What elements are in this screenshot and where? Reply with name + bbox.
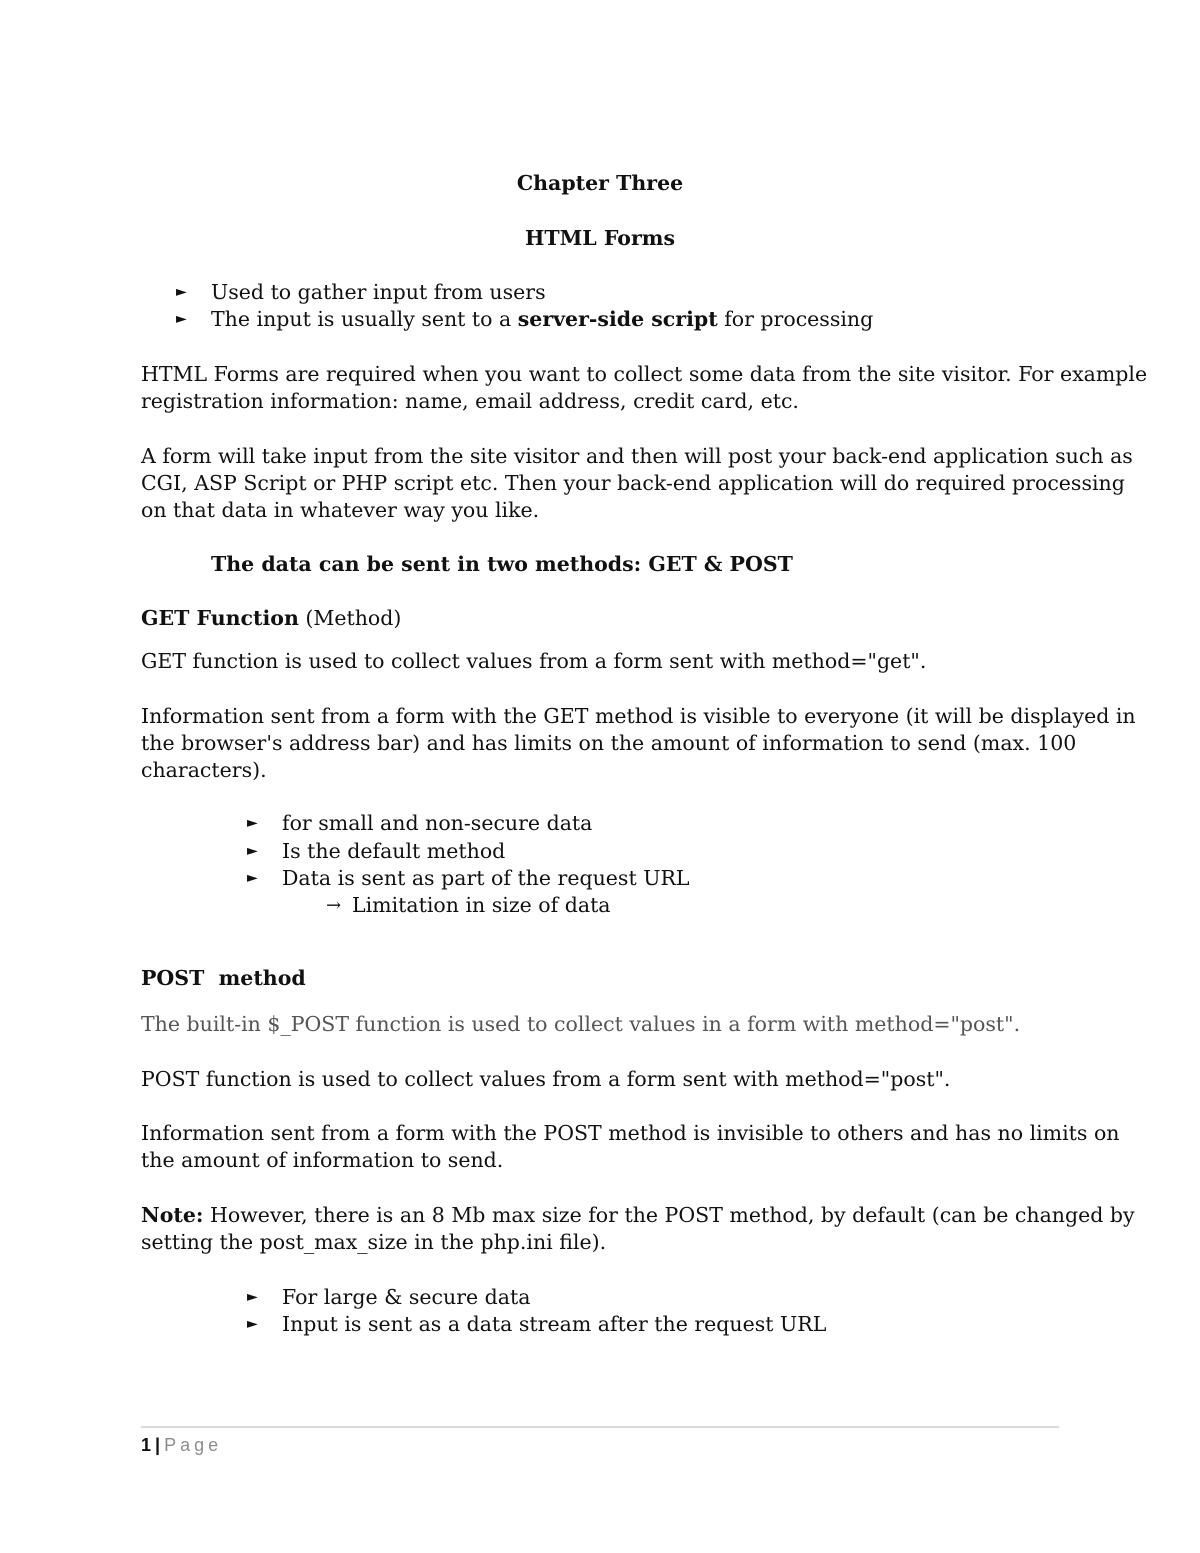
methods-heading: The data can be sent in two methods: GET & POST	[211, 552, 793, 576]
post-paragraph: POST function is used to collect values from a form sent with method="post".	[141, 1067, 951, 1091]
page-footer	[141, 1432, 222, 1458]
right-arrow-icon: →	[326, 895, 342, 916]
get-section-heading: GET Function (Method)	[141, 606, 402, 630]
post-bullet: Input is sent as a data stream after the request URL	[282, 1312, 827, 1336]
get-info-line: Information sent from a form with the GET method is visible to everyone (it will be displayed in	[141, 704, 1136, 728]
page-number: 1	[141, 1435, 152, 1455]
post-note-line: Note: However, there is an 8 Mb max size for the POST method, by default (can be changed by	[141, 1203, 1135, 1227]
get-info-line: characters).	[141, 758, 267, 782]
backend-paragraph-line: CGI, ASP Script or PHP script etc. Then your back-end application will do required processing	[141, 471, 1125, 495]
note-label: Note:	[141, 1203, 204, 1227]
backend-paragraph-line: A form will take input from the site visitor and then will post your back-end application such as	[141, 444, 1133, 468]
chapter-heading: Chapter Three	[516, 171, 684, 195]
footer-separator: |	[155, 1435, 161, 1455]
backend-paragraph-line: on that data in whatever way you like.	[141, 498, 540, 522]
get-bullet: for small and non-secure data	[282, 811, 593, 835]
intro-bullet-1: Used to gather input from users	[211, 280, 546, 304]
post-info-line: the amount of information to send.	[141, 1148, 504, 1172]
footer-divider	[141, 1426, 1059, 1428]
get-bullet: Is the default method	[282, 839, 506, 863]
triangle-bullet-icon: ►	[247, 1289, 258, 1305]
triangle-bullet-icon: ►	[247, 843, 258, 859]
page-title: HTML Forms	[524, 226, 675, 250]
intro-paragraph-line: registration information: name, email address, credit card, etc.	[141, 389, 799, 413]
post-info-line: Information sent from a form with the POST method is invisible to others and has no limits on	[141, 1121, 1120, 1145]
triangle-bullet-icon: ►	[176, 311, 187, 327]
triangle-bullet-icon: ►	[176, 284, 187, 300]
post-builtin-line: The built-in $_POST function is used to collect values in a form with method="post".	[141, 1012, 1021, 1036]
triangle-bullet-icon: ►	[247, 815, 258, 831]
get-paragraph: GET function is used to collect values from a form sent with method="get".	[141, 649, 927, 673]
get-sub-point: Limitation in size of data	[352, 893, 611, 917]
get-bullet: Data is sent as part of the request URL	[282, 866, 690, 890]
triangle-bullet-icon: ►	[247, 870, 258, 886]
get-info-line: the browser's address bar) and has limits on the amount of information to send (max. 100	[141, 731, 1077, 755]
post-note-line: setting the post_max_size in the php.ini file).	[141, 1230, 607, 1254]
triangle-bullet-icon: ►	[247, 1316, 258, 1332]
intro-paragraph-line: HTML Forms are required when you want to collect some data from the site visitor. For example	[141, 362, 1148, 386]
post-section-heading: POST method	[141, 966, 306, 990]
page-label: Page	[164, 1435, 223, 1455]
post-bullet: For large & secure data	[282, 1285, 531, 1309]
intro-bullet-2: The input is usually sent to a server-side script for processing	[211, 307, 874, 331]
